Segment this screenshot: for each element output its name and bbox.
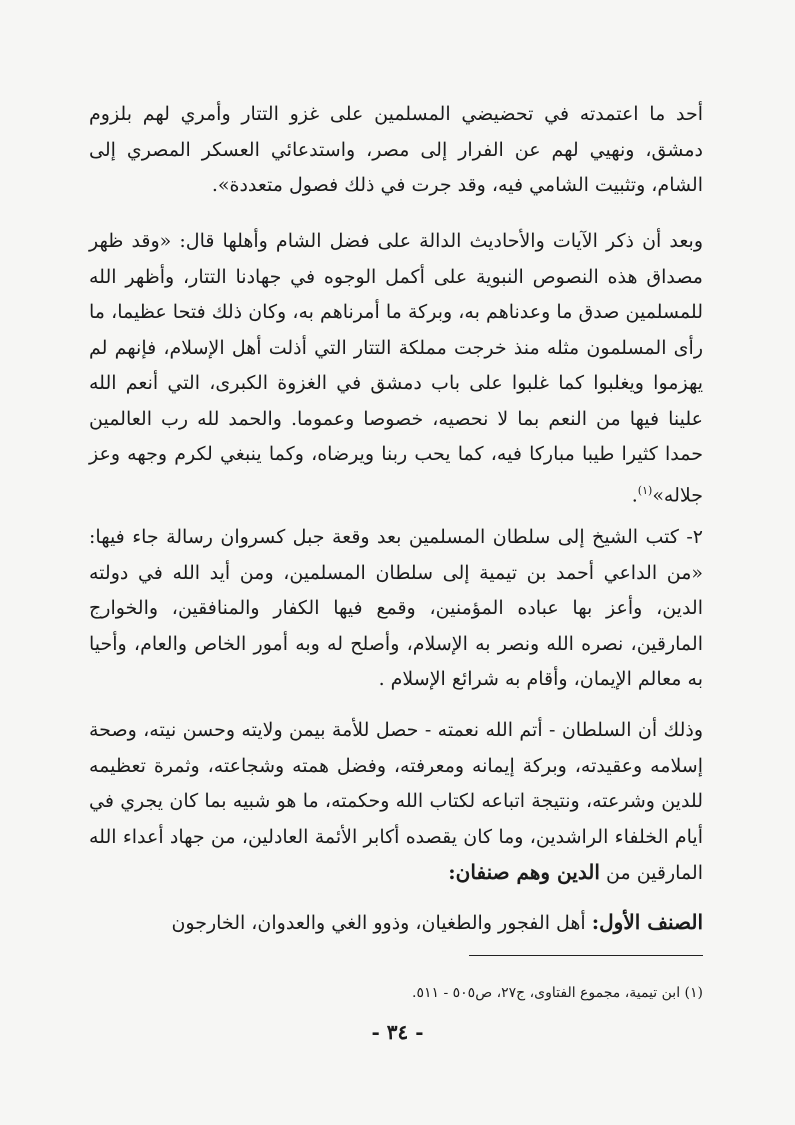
footnote-marker: (١) [637, 483, 653, 497]
paragraph-3 [89, 520, 703, 698]
paragraph-5 [89, 905, 703, 942]
section-heading: الصنف الأول: [591, 910, 703, 934]
footnote: (١) ابن تيمية، مجموع الفتاوى، ج٢٧، ص٥٠٥ - ٥١١. [411, 985, 703, 1001]
paragraph-5-text [89, 905, 703, 942]
paragraph-2-text [89, 224, 703, 513]
paragraph-2-end: . [631, 483, 638, 506]
paragraph-4-bold: الدين وهم صنفان: [448, 860, 600, 884]
paragraph-5-body: أهل الفجور والطغيان، وذوو الغي والعدوان، الخارجون [171, 912, 586, 934]
paragraph-4-text [89, 713, 703, 892]
paragraph-4-body: وذلك أن السلطان - أتم الله نعمته - حصل للأمة بيمن ولايته وحسن نيته، وصحة إسلامه وعقيدته، وبركة إيمانه ومعرفته، وفضل همته وشجاعته، وثمرة تعظيمه للدين وشرعته، ونتيجة اتباعه لكتاب الله وحكمته، ما هو شبيه بما كان يجري في أيام الخلفاء الراشدين، وما كان يقصده أكابر الأئمة العادلين، من جهاد أعداء الله المارقين من [89, 719, 703, 884]
paragraph-4 [89, 713, 703, 892]
paragraph-2 [89, 224, 703, 513]
page-number: - ٣٤ - [371, 1020, 424, 1044]
paragraph-3-text: ٢- كتب الشيخ إلى سلطان المسلمين بعد وقعة جبل كسروان رسالة جاء فيها: «من الداعي أحمد بن تيمية إلى سلطان المسلمين، ومن أيد الله في دولته الدين، وأعز بها عباده المؤمنين، وقمع فيها الكفار والمنافقين، والخوارج المارقين، نصره الله ونصر به الإسلام، وأصلح له وبه أمور الخاص والعام، وأحيا به معالم الإيمان، وأقام به شرائع الإسلام . [89, 526, 703, 690]
footnote-divider [469, 955, 703, 956]
paragraph-1 [89, 97, 703, 204]
paragraph-1-text: أحد ما اعتمدته في تحضيضي المسلمين على غزو التتار وأمري لهم بلزوم دمشق، ونهيي لهم عن الفرار إلى مصر، واستدعائي العسكر المصري إلى الشام، وتثبيت الشامي فيه، وقد جرت في ذلك فصول متعددة». [89, 103, 703, 196]
paragraph-2-body: وبعد أن ذكر الآيات والأحاديث الدالة على فضل الشام وأهلها قال: «وقد ظهر مصداق هذه النصوص النبوية على أكمل الوجوه في جهادنا التتار، وأظهر الله للمسلمين صدق ما وعدناهم به، وبركة ما أمرناهم به، وكان ذلك فتحا عظيما، ما رأى المسلمون مثله منذ خرجت مملكة التتار التي أذلت أهل الإسلام، فإنهم لم يهزموا ويغلبوا كما غلبوا على باب دمشق في الغزوة الكبرى، التي أنعم الله علينا فيها من النعم بما لا نحصيه، خصوصا وعموما. والحمد لله رب العالمين حمدا كثيرا طيبا مباركا فيه، كما يحب ربنا ويرضاه، وكما ينبغي لكرم وجهه وعز جلاله» [89, 230, 703, 506]
